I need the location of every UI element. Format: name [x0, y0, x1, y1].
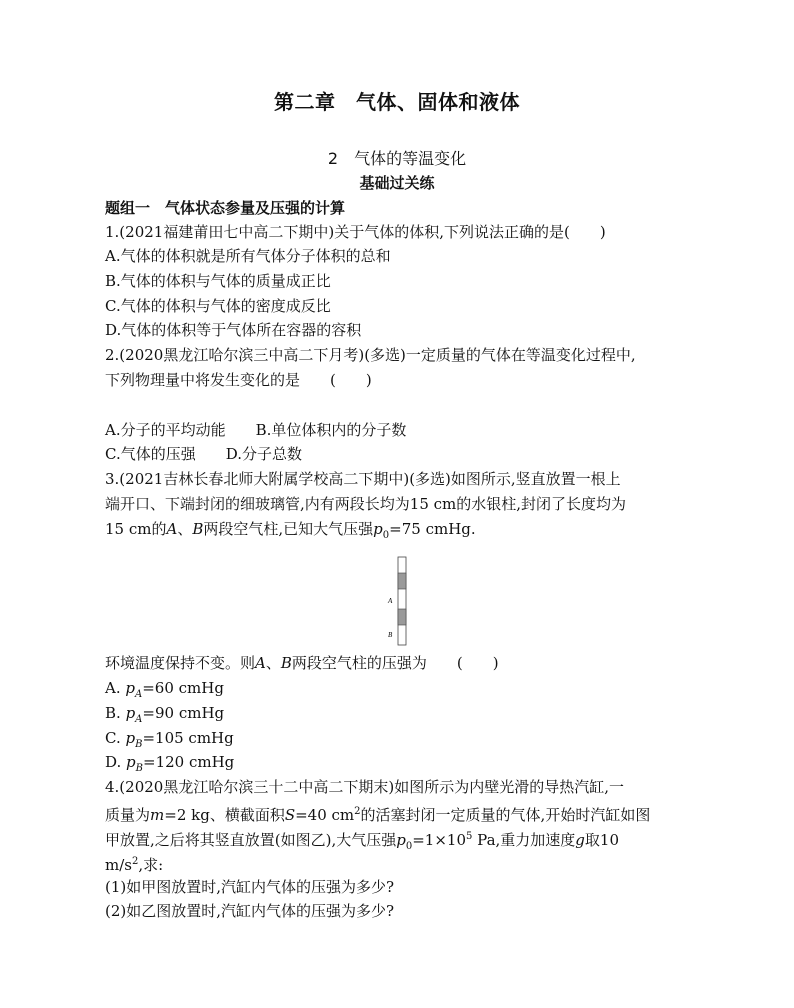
label-b: B	[388, 631, 393, 639]
glass-tube-figure	[382, 555, 412, 647]
q2-options-cd: C.气体的压强 D.分子总数	[105, 445, 302, 463]
section-title: 2 气体的等温变化	[327, 149, 467, 168]
q3-stem-line1: 3.(2021吉林长春北师大附属学校高二下期中)(多选)如图所示,竖直放置一根上	[105, 470, 621, 488]
label-a: A	[388, 597, 393, 605]
chapter-title: 第二章 气体、固体和液体	[274, 90, 520, 114]
q4-stem-line2: 质量为m=2 kg、横截面积S=40 $cm^2$的活塞封闭一定质量的气体,开始时汽缸如图	[105, 806, 651, 824]
q4-subquestion-1: (1)如甲图放置时,汽缸内气体的压强为多少?	[105, 878, 395, 896]
q3-option-a: A. $p_A=60$ cmHg	[105, 679, 224, 700]
q3-option-d: D. $p_B=120$ cmHg	[105, 753, 235, 774]
mercury-column-lower	[398, 609, 406, 625]
q1-stem: 1.(2021福建莆田七中高二下期中)关于气体的体积,下列说法正确的是( )	[105, 223, 606, 241]
q4-stem-line1: 4.(2020黑龙江哈尔滨三十二中高二下期末)如图所示为内壁光滑的导热汽缸,一	[105, 778, 624, 796]
group-title: 题组一 气体状态参量及压强的计算	[105, 199, 346, 217]
subsection-title: 基础过关练	[359, 174, 435, 192]
q3-question: 环境温度保持不变。则A、B两段空气柱的压强为 ( )	[105, 654, 499, 672]
q2-stem-line2: 下列物理量中将发生变化的是 ( )	[105, 371, 372, 389]
q1-option-c: C.气体的体积与气体的密度成反比	[105, 297, 331, 315]
mercury-column-upper	[398, 573, 406, 589]
q2-options-ab: A.分子的平均动能 B.单位体积内的分子数	[105, 421, 407, 439]
q1-option-d: D.气体的体积等于气体所在容器的容积	[105, 321, 362, 339]
q3-stem-line3: 15 cm的A、B两段空气柱,已知大气压强$p_0=75$ cmHg.	[105, 520, 476, 541]
q4-stem-line4: $m/s^2$,求:	[105, 856, 164, 874]
q4-subquestion-2: (2)如乙图放置时,汽缸内气体的压强为多少?	[105, 902, 395, 920]
q1-option-a: A.气体的体积就是所有气体分子体积的总和	[105, 247, 391, 265]
q2-stem-line1: 2.(2020黑龙江哈尔滨三中高二下月考)(多选)一定质量的气体在等温变化过程中,	[105, 346, 636, 364]
q3-option-b: B. $p_A=90$ cmHg	[105, 704, 225, 725]
q3-stem-line2: 端开口、下端封闭的细玻璃管,内有两段长均为15 cm的水银柱,封闭了长度均为	[105, 495, 627, 513]
q3-option-c: C. $p_B=105$ cmHg	[105, 729, 234, 750]
q1-option-b: B.气体的体积与气体的质量成正比	[105, 272, 331, 290]
q4-stem-line3: 甲放置,之后将其竖直放置(如图乙),大气压强$p_0=1\times 10^5$ Pa,重力加速度g取10	[105, 831, 619, 852]
tube-outline	[398, 557, 406, 645]
